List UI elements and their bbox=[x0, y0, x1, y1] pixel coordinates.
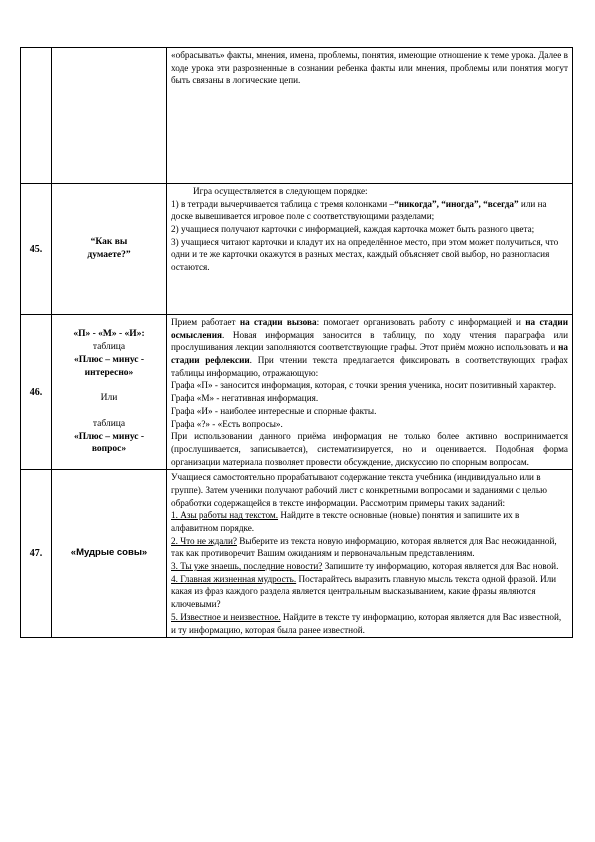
row-number: 47. bbox=[21, 470, 52, 638]
method-name: “Как вы думаете?” bbox=[52, 184, 167, 315]
list-item: 3. Ты уже знаешь, последние новости? Запишите ту информацию, которая является для Вас новой. bbox=[171, 561, 559, 572]
list-item: 5. Известное и неизвестное. Найдите в тексте ту информацию, которая является для Вас известной, и ту информацию, которая была ранее известной. bbox=[171, 611, 562, 635]
column-i: Графа «И» - наиболее интересные и спорные факты. bbox=[171, 405, 377, 416]
description-paragraph: Прием работает на стадии вызова: помогает организовать работу с информацией и на стадии осмысления. Новая информация заносится в таблицу, по ходу чтения параграфа или прослушивания лекции заполняются соответствующие графы. Этот приём можно использовать и на стадии рефлексии. При чтении текста предлагается фиксировать в соответствующих графах таблицы информацию, отражающую: bbox=[171, 317, 569, 378]
methods-table bbox=[20, 47, 573, 638]
description-paragraph: При использовании данного приёма информация не только более активно воспринимается (прослушивается, записывается), систематизируется, но и оценивается. Подобная форма организации материала позволяет провести обсуждение, дискуссию по спорным вопросам. bbox=[171, 431, 568, 467]
column-m: Графа «М» - негативная информация. bbox=[171, 393, 319, 404]
list-item: 3) учащиеся читают карточки и кладут их на определённое место, при этом может получиться, что одни и те же карточки окажутся в разных местах, каждый объясняет свой выбор, но разногласия остаются. bbox=[171, 236, 559, 273]
description-intro: Игра осуществляется в следующем порядке: bbox=[193, 186, 368, 196]
description-text: «обрасывать» факты, мнения, имена, проблемы, понятия, имеющие отношение к теме урока. Далее в ходе урока эти разрозненные в сознании ребенка факты или мнения, проблемы или понятия могут быть связаны в логические цепи. bbox=[171, 50, 568, 86]
method-description bbox=[167, 48, 573, 184]
row-number: 45. bbox=[21, 184, 52, 315]
list-item: 1) в тетради вычерчивается таблица с тремя колонками –“никогда”, “иногда”, “всегда” или на доске вывешивается игровое поле с соответствующими разделами; bbox=[171, 198, 547, 222]
list-item: 4. Главная жизненная мудрость. Постарайтесь выразить главную мысль текста одной фразой. Или какая из фраз каждого раздела является центральным высказыванием, какие фразы являются ключевыми? bbox=[171, 573, 557, 610]
method-description bbox=[167, 315, 573, 470]
table-row bbox=[21, 470, 573, 638]
list-item: 1. Азы работы над текстом. Найдите в тексте основные (новые) понятия и запишите их в алфавитном порядке. bbox=[171, 510, 520, 533]
list-item: 2) учащиеся получают карточки с информацией, каждая карточка может быть разного цвета; bbox=[171, 224, 535, 235]
method-name: «П» - «М» - «И»: таблица «Плюс – минус - интересно» Или таблица «Плюс – минус - вопрос» bbox=[52, 315, 167, 470]
column-p: Графа «П» - заносится информация, которая, с точки зрения ученика, носит позитивный характер. bbox=[171, 380, 557, 391]
row-number bbox=[21, 48, 52, 184]
column-q: Графа «?» - «Есть вопросы». bbox=[171, 418, 283, 429]
table-row bbox=[21, 315, 573, 470]
table-row bbox=[21, 48, 573, 184]
method-description bbox=[167, 470, 573, 638]
row-number: 46. bbox=[21, 315, 52, 470]
description-intro: Учащиеся самостоятельно прорабатывают содержание текста учебника (индивидуально или в группе). Затем ученики получают рабочий лист с конкретными вопросами и заданиями с целью обработки содержащейся в тексте информации. Рассмотрим примеры таких заданий: bbox=[171, 472, 547, 508]
method-description bbox=[167, 184, 573, 315]
method-name: «Мудрые совы» bbox=[52, 470, 167, 638]
method-name bbox=[52, 48, 167, 184]
list-item: 2. Что не ждали? Выберите из текста новую информацию, которая является для Вас неожиданной, так как противоречит Вашим ожиданиям и первоначальным представлениям. bbox=[171, 535, 557, 559]
table-row bbox=[21, 184, 573, 315]
